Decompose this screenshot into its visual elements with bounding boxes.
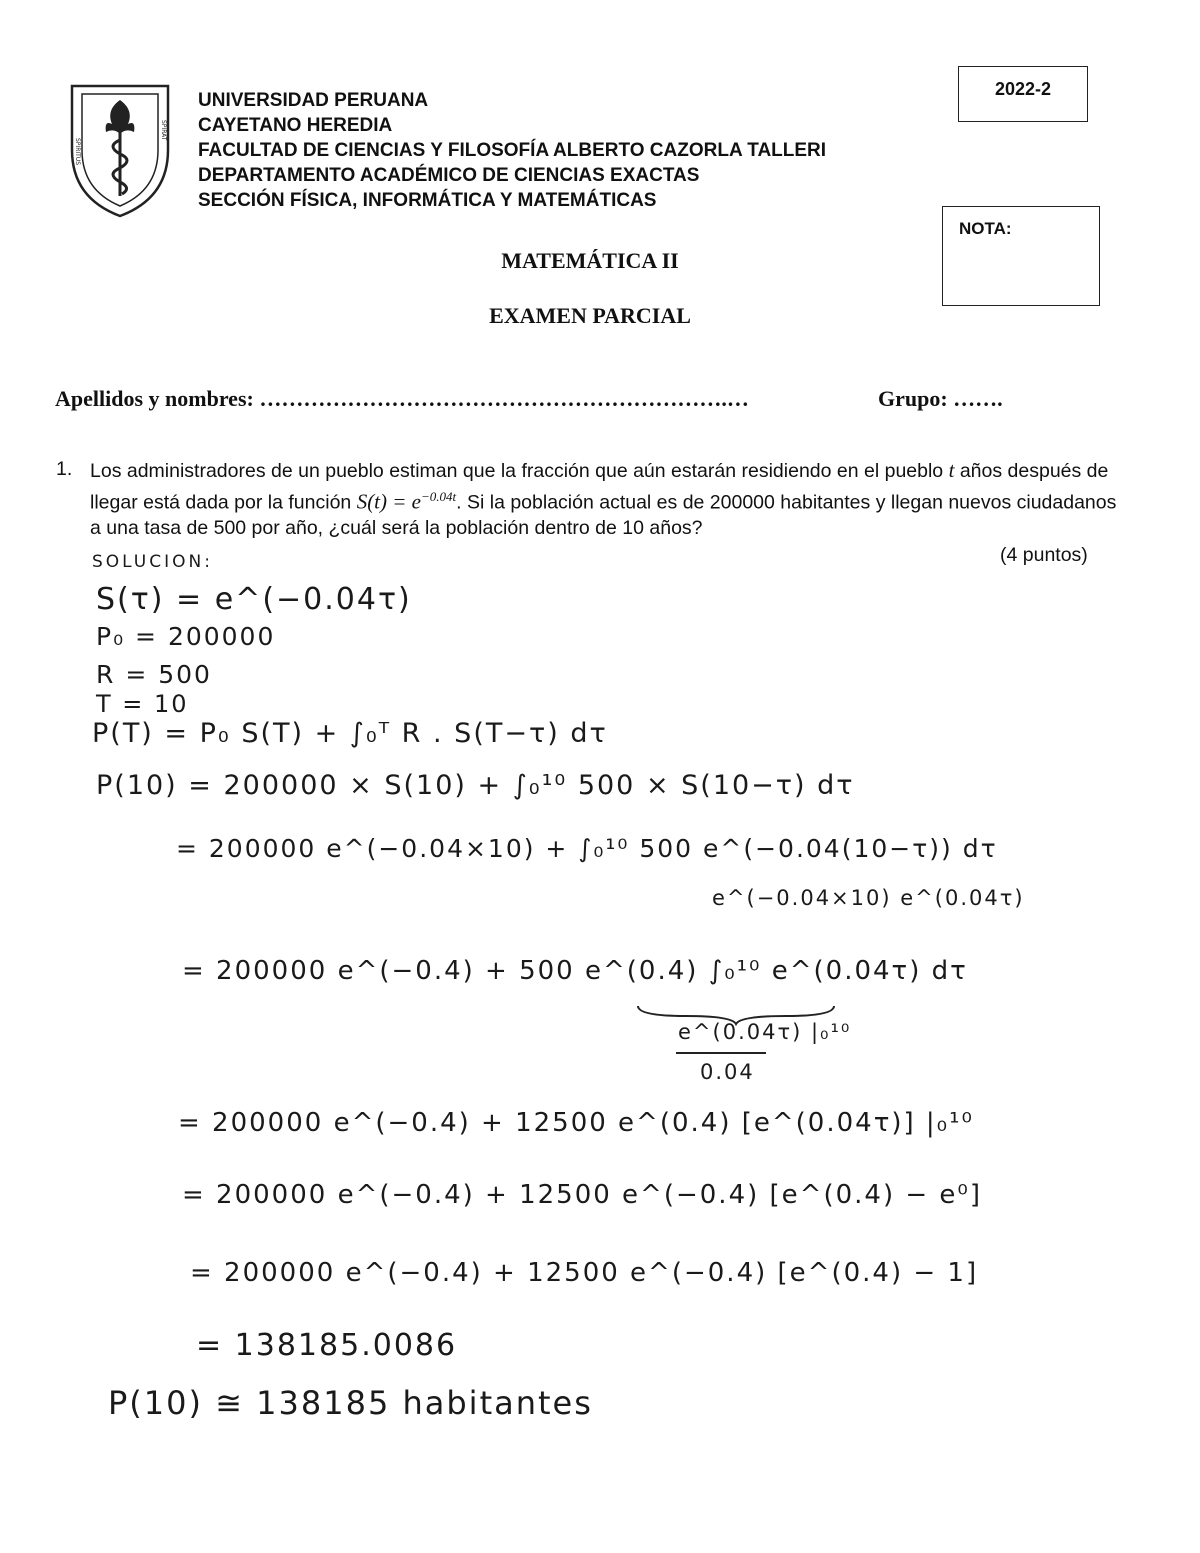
exam-title: EXAMEN PARCIAL bbox=[489, 303, 691, 328]
course-title: MATEMÁTICA II bbox=[501, 248, 679, 273]
question-text bbox=[90, 458, 1130, 541]
solution-line: P₀ = 200000 bbox=[96, 622, 276, 651]
solution-line: = 200000 e^(−0.4) + 12500 e^(0.4) [e^(0.04τ)] |₀¹⁰ bbox=[178, 1108, 974, 1138]
term-box: 2022-2 bbox=[958, 66, 1088, 122]
question-points: (4 puntos) bbox=[1000, 544, 1088, 566]
header-line: DEPARTAMENTO ACADÉMICO DE CIENCIAS EXACTAS bbox=[198, 165, 700, 186]
solution-line: = 200000 e^(−0.4) + 12500 e^(−0.4) [e^(0.4) − 1] bbox=[190, 1258, 979, 1288]
group-field[interactable]: Grupo: ……. bbox=[878, 386, 1003, 411]
solution-line: = 200000 e^(−0.04×10) + ∫₀¹⁰ 500 e^(−0.04(10−τ)) dτ bbox=[176, 834, 998, 863]
question-text-part: . Si la población actual es de 200000 habitantes y llegan nuevos ciudadanos a una tasa de 500 por año, ¿cuál será la población dentro de 10 años? bbox=[90, 491, 1117, 539]
solution-line: = 200000 e^(−0.4) + 12500 e^(−0.4) [e^(0.4) − e⁰] bbox=[182, 1180, 982, 1210]
solution-line: P(T) = P₀ S(T) + ∫₀ᵀ R . S(T−τ) dτ bbox=[92, 718, 608, 749]
header-line: FACULTAD DE CIENCIAS Y FILOSOFÍA ALBERTO CAZORLA TALLERI bbox=[198, 140, 827, 161]
solution-line: T = 10 bbox=[96, 690, 189, 718]
solution-note: e^(−0.04×10) e^(0.04τ) bbox=[712, 886, 1025, 910]
fraction-bar bbox=[676, 1052, 766, 1054]
question-number: 1. bbox=[56, 458, 73, 480]
solution-line: = 138185.0086 bbox=[196, 1328, 458, 1363]
solution-heading: SOLUCION: bbox=[92, 552, 213, 572]
grade-label: NOTA: bbox=[959, 219, 1012, 238]
variable-t: t bbox=[948, 458, 955, 482]
university-crest bbox=[66, 80, 174, 220]
student-name-field[interactable]: Apellidos y nombres: ……………………………………………………….… bbox=[55, 386, 749, 411]
solution-line: S(τ) = e^(−0.04τ) bbox=[96, 582, 412, 617]
solution-note: 0.04 bbox=[700, 1060, 755, 1084]
solution-note: e^(0.04τ) |₀¹⁰ bbox=[678, 1020, 852, 1044]
svg-text:SPIRITUS: SPIRITUS bbox=[74, 138, 81, 165]
institution-header bbox=[198, 88, 826, 213]
header-line: CAYETANO HEREDIA bbox=[198, 115, 393, 136]
final-answer: P(10) ≅ 138185 habitantes bbox=[108, 1384, 593, 1422]
solution-line: = 200000 e^(−0.4) + 500 e^(0.4) ∫₀¹⁰ e^(0.04τ) dτ bbox=[182, 956, 968, 986]
header-line: SECCIÓN FÍSICA, INFORMÁTICA Y MATEMÁTICAS bbox=[198, 190, 657, 211]
question-text-part: años después de llegar está dada por la función bbox=[90, 460, 1109, 514]
svg-text:SPIRAT: SPIRAT bbox=[160, 120, 167, 141]
function-formula: S(t) = e bbox=[356, 489, 421, 514]
question-text-part: Los administradores de un pueblo estiman que la fracción que aún estarán residiendo en el pueblo bbox=[90, 460, 949, 482]
solution-line: P(10) = 200000 × S(10) + ∫₀¹⁰ 500 × S(10−τ) dτ bbox=[96, 770, 855, 801]
header-line: UNIVERSIDAD PERUANA bbox=[198, 90, 429, 111]
solution-line: R = 500 bbox=[96, 660, 212, 689]
function-exponent: −0.04t bbox=[421, 489, 457, 504]
